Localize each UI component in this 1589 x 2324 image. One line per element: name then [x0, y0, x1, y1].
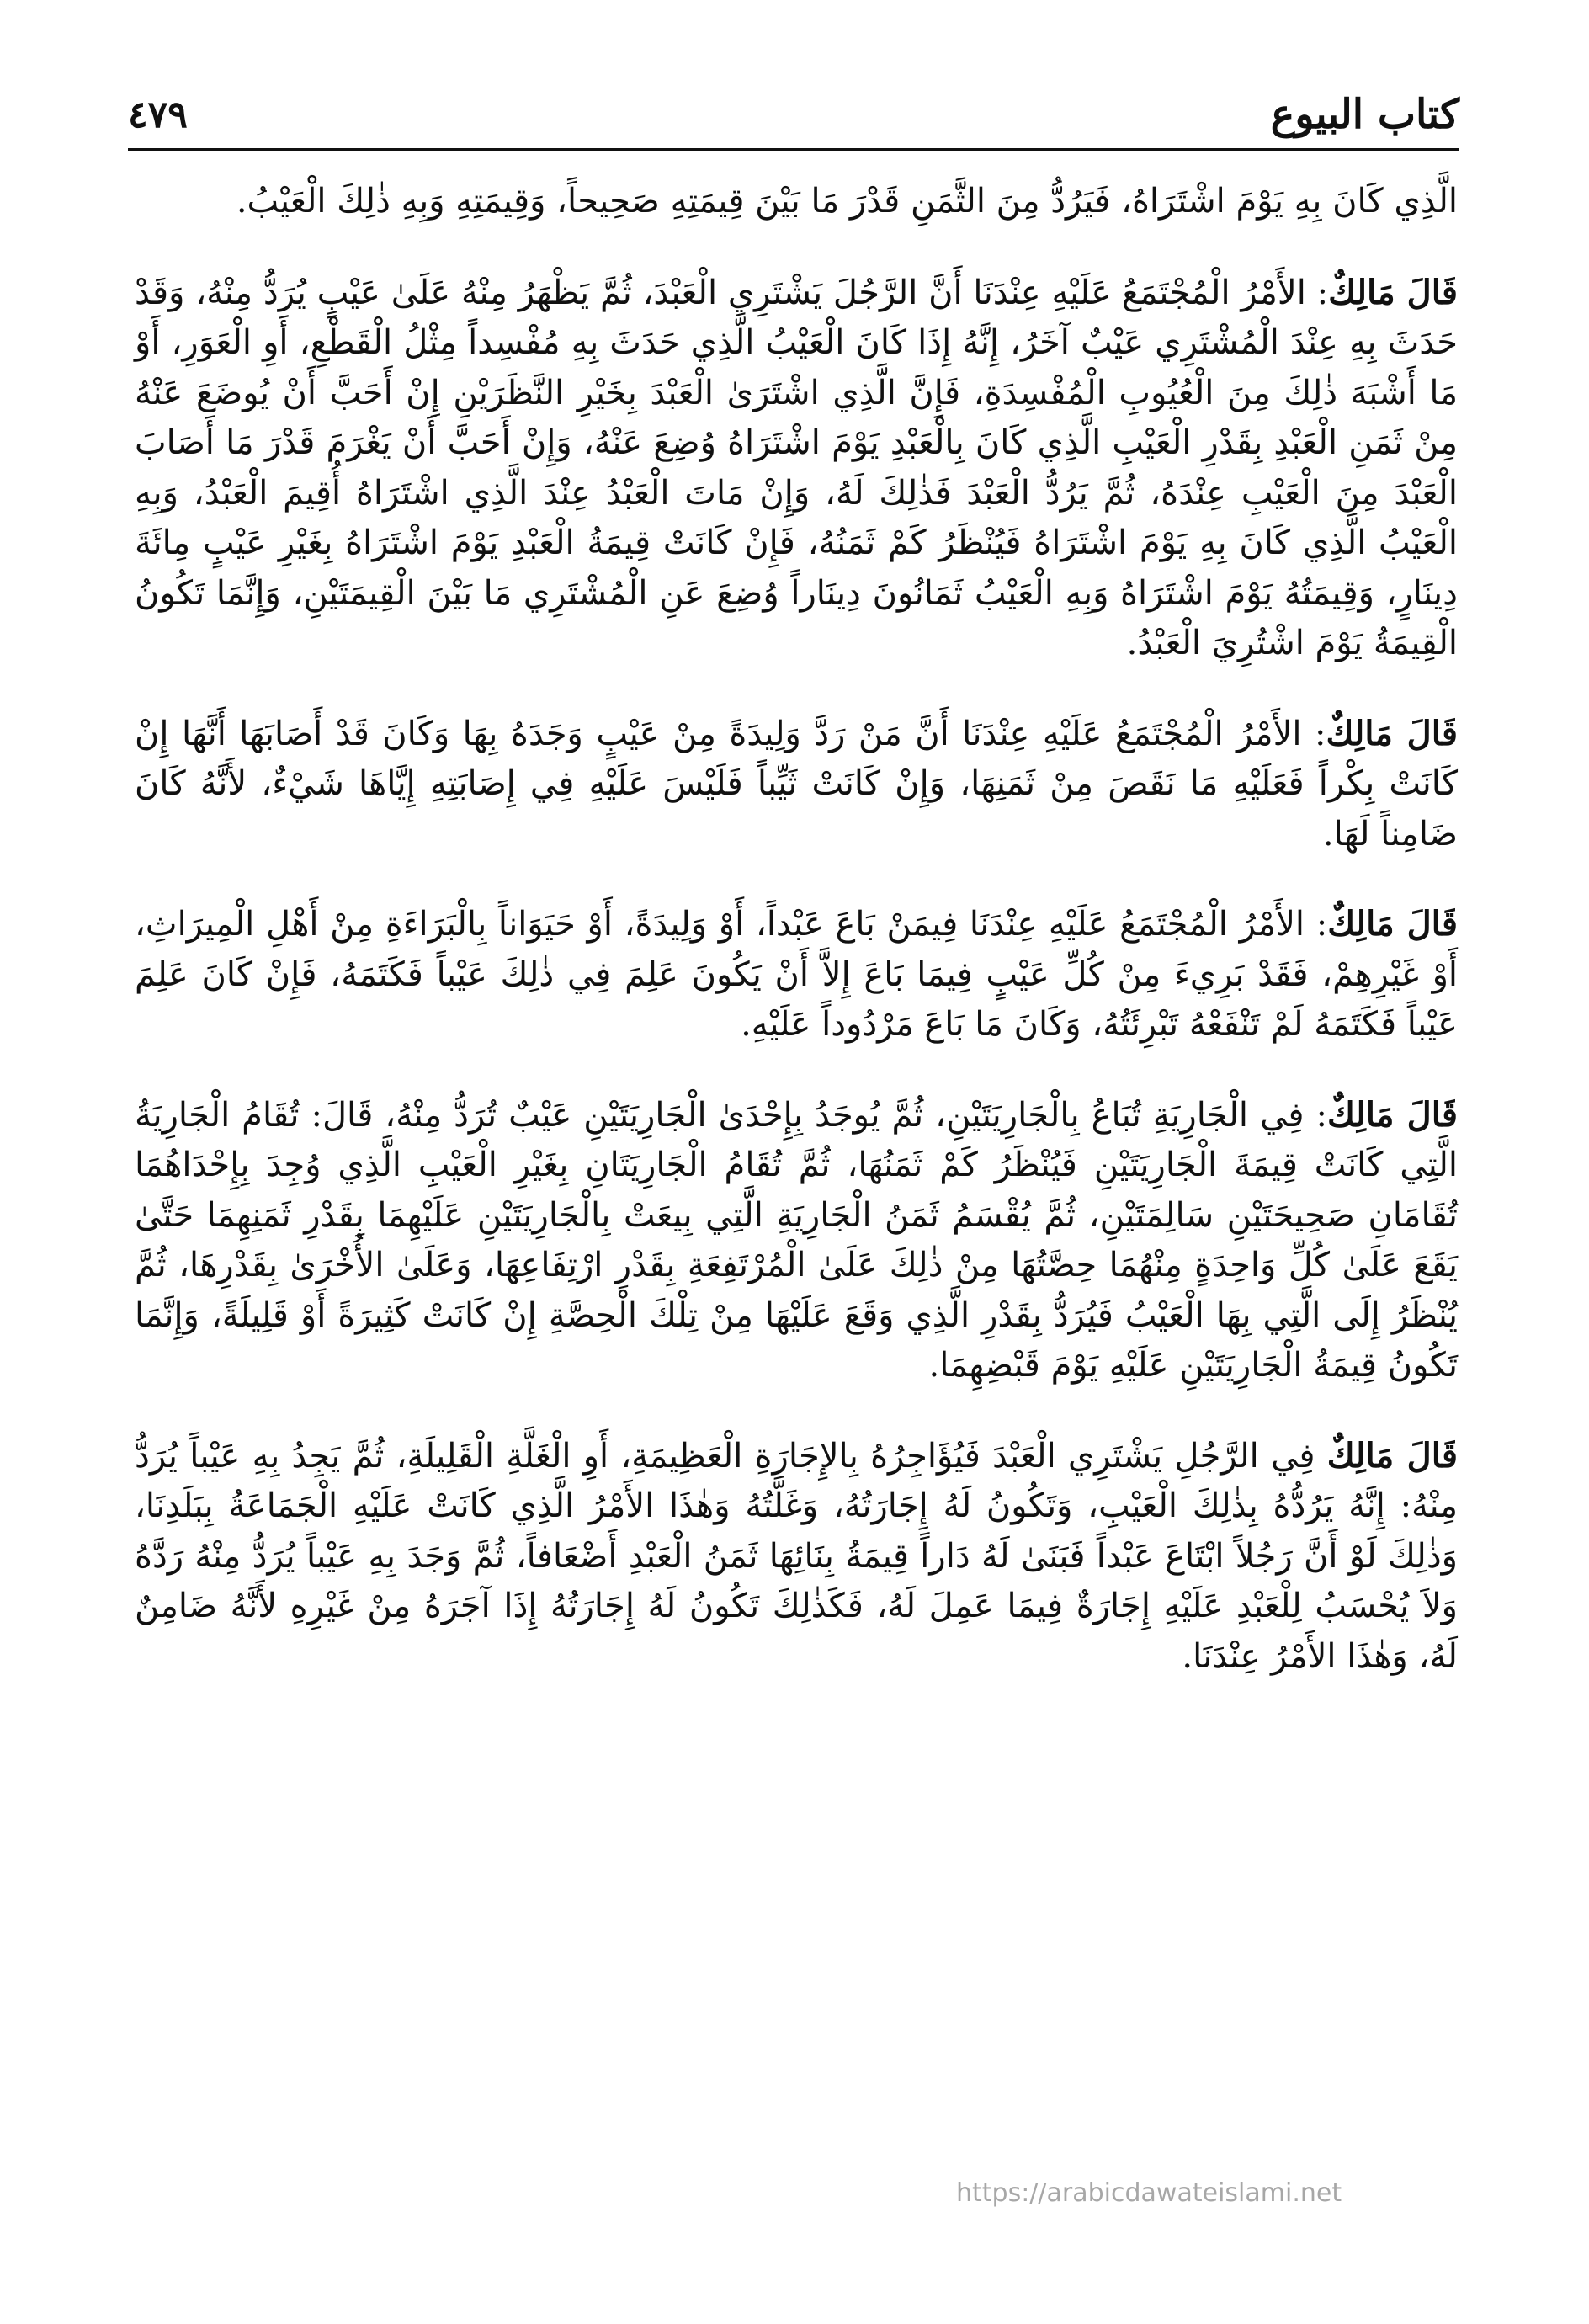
- watermark: https://arabicdawateislami.net: [956, 2178, 1342, 2208]
- paragraph-text: : الأَمْرُ الْمُجْتَمَعُ عَلَيْهِ عِنْدَنَا أَنَّ الرَّجُلَ يَشْتَرِي الْعَبْدَ، ثُمَّ يَظْهَرُ مِنْهُ عَلَىٰ عَيْبٍ يُرَدُّ مِنْهُ، وَقَدْ حَدَثَ بِهِ عِنْدَ الْمُشْتَرِي عَيْبٌ آخَرُ، إِنَّهُ إِذَا كَانَ الْعَيْبُ الَّذِي حَدَثَ بِهِ مُفْسِداً مِثْلُ الْقَطْعِ، أَوِ الْعَوَرِ، أَوْ مَا أَشْبَهَ ذٰلِكَ مِنَ الْعُيُوبِ الْمُفْسِدَةِ، فَإِنَّ الَّذِي اشْتَرَىٰ الْعَبْدَ بِخَيْرِ النَّظَرَيْنِ إِنْ أَحَبَّ أَنْ يُوضَعَ عَنْهُ مِنْ ثَمَنِ الْعَبْدِ بِقَدْرِ الْعَيْبِ الَّذِي كَانَ بِالْعَبْدِ يَوْمَ اشْتَرَاهُ وُضِعَ عَنْهُ، وَإِنْ أَحَبَّ أَنْ يَغْرَمَ قَدْرَ مَا أَصَابَ الْعَبْدَ مِنَ الْعَيْبِ عِنْدَهُ، ثُمَّ يَرُدُّ الْعَبْدَ فَذٰلِكَ لَهُ، وَإِنْ مَاتَ الْعَبْدُ عِنْدَ الَّذِي اشْتَرَاهُ أُقِيمَ الْعَبْدُ، وَبِهِ الْعَيْبُ الَّذِي كَانَ بِهِ يَوْمَ اشْتَرَاهُ فَيُنْظَرُ كَمْ ثَمَنُهُ، فَإِنْ كَانَتْ قِيمَةُ الْعَبْدِ يَوْمَ اشْتَرَاهُ بِغَيْرِ عَيْبٍ مِائَةَ دِينَارٍ، وَقِيمَتُهُ يَوْمَ اشْتَرَاهُ وَبِهِ الْعَيْبُ ثَمَانُونَ دِينَاراً وُضِعَ عَنِ الْمُشْتَرِي مَا بَيْنَ الْقِيمَتَيْنِ، وَإِنَّمَا تَكُونُ الْقِيمَةُ يَوْمَ اشْتُرِيَ الْعَبْدُ.: [135, 273, 1458, 662]
- paragraph-lead: قَالَ مَالِكٌ: [1326, 713, 1458, 753]
- book-title: كتاب البيوع: [1270, 91, 1459, 138]
- paragraph-text: : الأَمْرُ الْمُجْتَمَعُ عَلَيْهِ عِنْدَنَا أَنَّ مَنْ رَدَّ وَلِيدَةً مِنْ عَيْبٍ وَجَدَهُ بِهَا وَكَانَ قَدْ أَصَابَهَا أَنَّهَا إِنْ كَانَتْ بِكْراً فَعَلَيْهِ مَا نَقَصَ مِنْ ثَمَنِهَا، وَإِنْ كَانَتْ ثَيِّباً فَلَيْسَ عَلَيْهِ فِي إِصَابَتِهِ إِيَّاهَا شَيْءٌ، لأَنَّهُ كَانَ ضَامِناً لَهَا.: [135, 714, 1459, 854]
- paragraph-lead: قَالَ مَالِكٌ: [1327, 904, 1458, 944]
- paragraph: [135, 1431, 1458, 1683]
- paragraph: [135, 1090, 1458, 1391]
- paragraph-text: : فِي الْجَارِيَةِ تُبَاعُ بِالْجَارِيَتَيْنِ، ثُمَّ يُوجَدُ بِإِحْدَىٰ الْجَارِيَتَيْنِ عَيْبٌ تُرَدُّ مِنْهُ، قَالَ: تُقَامُ الْجَارِيَةُ الَّتِي كَانَتْ قِيمَةَ الْجَارِيَتَيْنِ فَيُنْظَرُ كَمْ ثَمَنُهَا، ثُمَّ تُقَامُ الْجَارِيَتَانِ بِغَيْرِ الْعَيْبِ الَّذِي وُجِدَ بِإِحْدَاهُمَا تُقَامَانِ صَحِيحَتَيْنِ سَالِمَتَيْنِ، ثُمَّ يُقْسَمُ ثَمَنُ الْجَارِيَةِ الَّتِي بِيعَتْ بِالْجَارِيَتَيْنِ عَلَيْهِمَا بِقَدْرِ ثَمَنِهِمَا حَتَّىٰ يَقَعَ عَلَىٰ كُلِّ وَاحِدَةٍ مِنْهُمَا حِصَّتُهَا مِنْ ذٰلِكَ عَلَىٰ الْمُرْتَفِعَةِ بِقَدْرِ ارْتِفَاعِهَا، وَعَلَىٰ الأُخْرَىٰ بِقَدْرِهَا، ثُمَّ يُنْظَرُ إِلَى الَّتِي بِهَا الْعَيْبُ فَيُرَدُّ بِقَدْرِ الَّذِي وَقَعَ عَلَيْهَا مِنْ تِلْكَ الْحِصَّةِ إِنْ كَانَتْ كَثِيرَةً أَوْ قَلِيلَةً، وَإِنَّمَا تَكُونُ قِيمَةُ الْجَارِيَتَيْنِ عَلَيْهِ يَوْمَ قَبْضِهِمَا.: [135, 1095, 1458, 1385]
- paragraph-lead: قَالَ مَالِكٌ: [1328, 272, 1459, 312]
- running-header: [128, 81, 1459, 151]
- paragraph: [135, 709, 1458, 860]
- paragraph-lead: قَالَ مَالِكٌ: [1326, 1094, 1459, 1135]
- paragraph: [135, 899, 1458, 1050]
- page-number: ٤٧٩: [128, 93, 188, 136]
- paragraph: [135, 268, 1458, 669]
- paragraph-lead: قَالَ مَالِكٌ: [1326, 1435, 1458, 1476]
- paragraph: [135, 177, 1458, 227]
- paragraph-text: : الأَمْرُ الْمُجْتَمَعُ عَلَيْهِ عِنْدَنَا فِيمَنْ بَاعَ عَبْداً، أَوْ وَلِيدَةً، أَوْ حَيَوَاناً بِالْبَرَاءَةِ مِنْ أَهْلِ الْمِيرَاثِ، أَوْ غَيْرِهِمْ، فَقَدْ بَرِيءَ مِنْ كُلِّ عَيْبٍ فِيمَا بَاعَ إِلاَّ أَنْ يَكُونَ عَلِمَ فِي ذٰلِكَ عَيْباً فَكَتَمَهُ، فَإِنْ كَانَ عَلِمَ عَيْباً فَكَتَمَهُ لَمْ تَنْفَعْهُ تَبْرِئَتُهُ، وَكَانَ مَا بَاعَ مَرْدُوداً عَلَيْهِ.: [135, 905, 1458, 1044]
- body-text: [135, 177, 1458, 1721]
- paragraph-text: فِي الرَّجُلِ يَشْتَرِي الْعَبْدَ فَيُؤَاجِرُهُ بِالإِجَارَةِ الْعَظِيمَةِ، أَوِ الْغَلَّةِ الْقَلِيلَةِ، ثُمَّ يَجِدُ بِهِ عَيْباً يُرَدُّ مِنْهُ: إِنَّهُ يَرُدُّهُ بِذٰلِكَ الْعَيْبِ، وَتَكُونُ لَهُ إِجَارَتُهُ، وَغَلَّتُهُ وَهٰذَا الأَمْرُ الَّذِي كَانَتْ عَلَيْهِ الْجَمَاعَةُ بِبَلَدِنَا، وَذٰلِكَ لَوْ أَنَّ رَجُلاً ابْتَاعَ عَبْداً فَبَنَىٰ لَهُ دَاراً قِيمَةُ بِنَائِهَا ثَمَنُ الْعَبْدِ أَضْعَافاً، ثُمَّ وَجَدَ بِهِ عَيْباً يُرَدُّ مِنْهُ رَدَّهُ وَلاَ يُحْسَبُ لِلْعَبْدِ عَلَيْهِ إِجَارَةٌ فِيمَا عَمِلَ لَهُ، فَكَذٰلِكَ تَكُونُ لَهُ إِجَارَتُهُ إِذَا آجَرَهُ مِنْ غَيْرِهِ لأَنَّهُ ضَامِنٌ لَهُ، وَهٰذَا الأَمْرُ عِنْدَنَا.: [135, 1436, 1459, 1676]
- paragraph-text: الَّذِي كَانَ بِهِ يَوْمَ اشْتَرَاهُ، فَيَرُدُّ مِنَ الثَّمَنِ قَدْرَ مَا بَيْنَ قِيمَتِهِ صَحِيحاً، وَقِيمَتِهِ وَبِهِ ذٰلِكَ الْعَيْبُ.: [236, 182, 1458, 221]
